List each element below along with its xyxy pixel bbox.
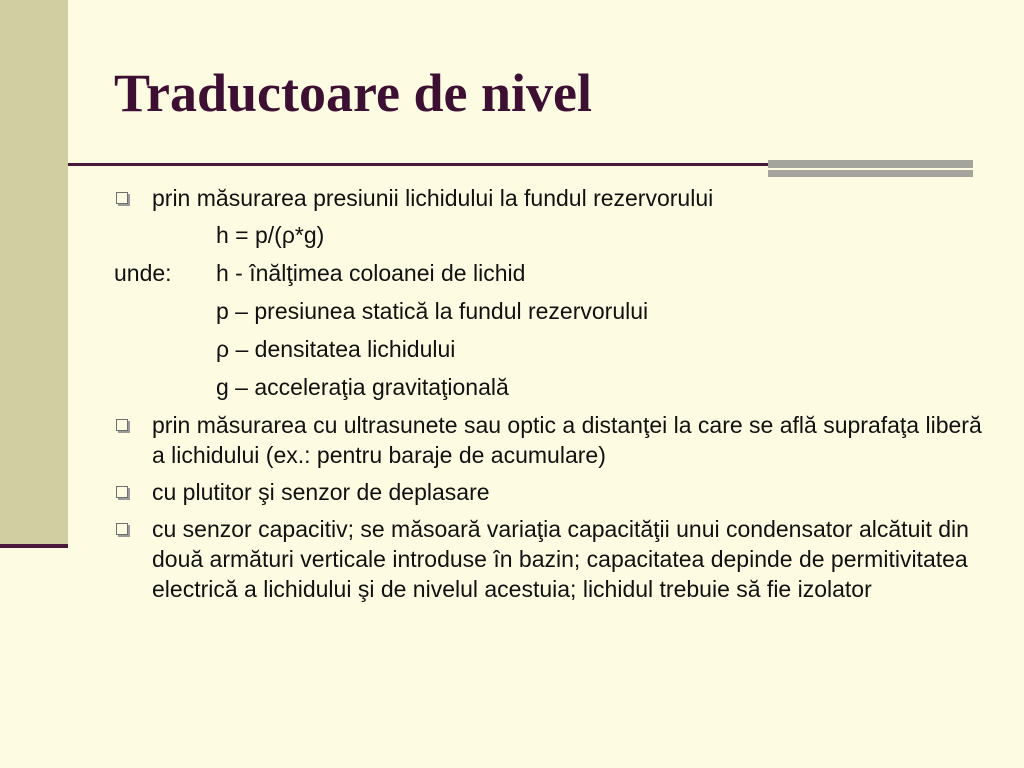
left-decorative-band [0,0,68,544]
bullet-text: prin măsurarea presiunii lichidului la fundul rezervorului [152,185,714,211]
definition-line-p [114,296,984,326]
bullet-text: cu plutitor şi senzor de deplasare [152,479,490,505]
slide-title: Traductoare de nivel [114,63,592,123]
title-underline [68,163,768,166]
definition-text: p – presiunea statică la fundul rezervorului [216,298,649,324]
bullet-item-ultrasound [114,410,984,470]
title-gray-bar-top [768,160,973,168]
slide-content [114,183,984,611]
definition-line-h [114,258,984,288]
bullet-item-capacitive [114,514,984,604]
bullet-text: cu senzor capacitiv; se măsoară variaţia capacităţii unui condensator alcătuit din două armături verticale introduse în bazin; capacitatea depinde de permitivitatea electrică a lichidului şi de nivelul acestuia; lichidul trebuie să fie izolator [152,516,969,602]
definition-line-g [114,372,984,402]
unde-label: unde: [114,260,172,286]
hollow-square-bullet-icon [116,486,128,498]
hollow-square-bullet-icon [116,523,128,535]
formula-text: h = p/(ρ*g) [216,222,325,248]
definition-text: g – acceleraţia gravitaţională [216,374,509,400]
definition-line-rho [114,334,984,364]
bullet-item-float [114,477,984,507]
hollow-square-bullet-icon [116,192,128,204]
definition-text: ρ – densitatea lichidului [216,336,456,362]
definition-text: h - înălţimea coloanei de lichid [216,260,526,286]
hollow-square-bullet-icon [116,419,128,431]
left-band-underline [0,544,68,548]
title-gray-bar-bottom [768,170,973,177]
bullet-item-pressure [114,183,984,213]
formula-line [114,220,984,250]
bullet-text: prin măsurarea cu ultrasunete sau optic a distanţei la care se află suprafaţa liberă a lichidului (ex.: pentru baraje de acumulare) [152,412,982,468]
